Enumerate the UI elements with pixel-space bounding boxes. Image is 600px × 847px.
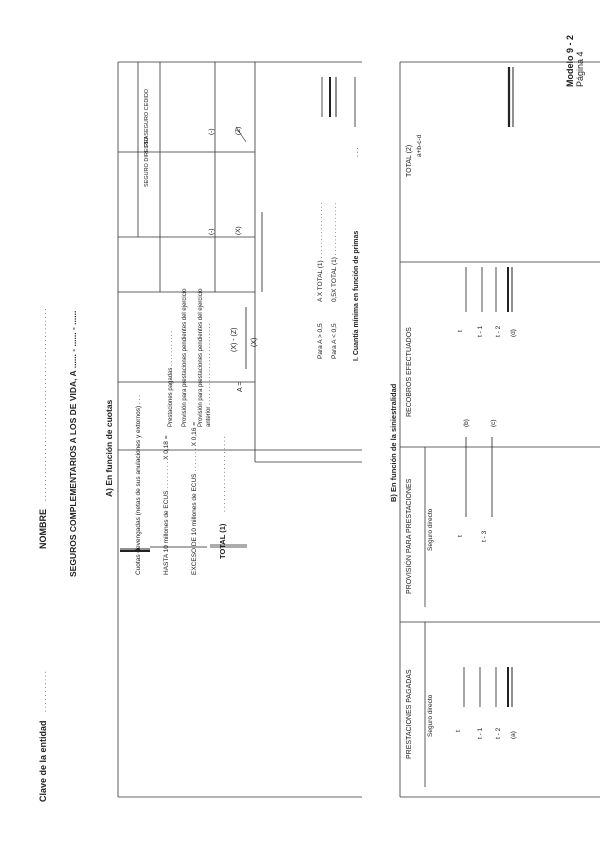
prestaciones-rows <box>455 727 517 739</box>
svg-text:t - 3: t - 3 <box>481 530 488 542</box>
minus-reaseguro: (-) <box>208 128 215 135</box>
total-1-label: TOTAL (1) <box>218 523 227 559</box>
page-number: Página 4 <box>575 51 585 87</box>
cuotas-label: Cuotas devengadas (netas de sus anulaciones y extornos) . . . <box>135 395 142 575</box>
formula-a: A = <box>237 381 244 392</box>
total-formula: a+b-c-d <box>416 134 423 157</box>
modelo-number: Modelo 9 - 2 <box>565 34 575 87</box>
svg-text:t - 2: t - 2 <box>495 727 502 739</box>
col-provision-prestaciones: PROVISIÓN PARA PRESTACIONES <box>406 478 413 594</box>
section-a-heading: A) En función de cuotas <box>104 399 114 497</box>
exceso-label: EXCESO DE 10 millones de ECUS . . . . . . . X 0,16 = <box>191 422 198 575</box>
sub-seguro-directo-1: Seguro directo <box>427 694 434 737</box>
section-b-heading: B) En función de la siniestralidad <box>389 383 398 502</box>
svg-text:t - 1: t - 1 <box>477 727 484 739</box>
total-2-lines[interactable] <box>509 67 513 127</box>
clave-field[interactable]: . . . . . . . . . . . <box>41 671 48 712</box>
minus-seguro: (-) <box>208 228 215 235</box>
nombre-label: NOMBRE <box>38 509 48 549</box>
col-reaseguro-cedido: REASEGURO CEDIDO <box>144 88 150 147</box>
recobros-lines[interactable] <box>466 267 512 312</box>
prestaciones-lines[interactable] <box>464 667 512 707</box>
para-gt-cond: Para A > 0,5 <box>317 323 324 359</box>
formula-numerator: (X) - (Z) <box>231 327 238 352</box>
svg-text:(a): (a) <box>510 731 517 739</box>
para-lt-val: 0,5X TOTAL (1) . . . . . . . . . . . . . . . <box>331 202 338 302</box>
cuantia-dots: . . . <box>353 147 360 157</box>
hasta-label: HASTA 10 millones de ECUS . . . . . . . . X 0,18 = <box>163 435 170 575</box>
svg-text:t - 2: t - 2 <box>495 325 502 337</box>
section-b-frame <box>400 62 600 797</box>
svg-text:t - 1: t - 1 <box>477 325 484 337</box>
svg-text:t: t <box>455 730 462 732</box>
sub-seguro-directo-2: Seguro directo <box>427 508 434 551</box>
svg-text:t: t <box>457 330 464 332</box>
x-mark: (X) <box>235 226 242 235</box>
formula-denominator: (X) <box>251 337 258 347</box>
page-title: SEGUROS COMPLEMENTARIOS A LOS DE VIDA, A ...... - ...... - ...... <box>68 310 78 577</box>
recobros-rows <box>457 325 517 337</box>
cuantia-minima: I. Cuantía mínima en función de primas <box>353 230 360 361</box>
col-prestaciones-pagadas: PRESTACIONES PAGADAS <box>406 669 413 759</box>
z-mark: (Z) <box>235 126 242 135</box>
svg-text:(d): (d) <box>510 329 517 337</box>
provision-lines[interactable] <box>466 437 492 517</box>
col-total-2: TOTAL (2) <box>406 144 413 177</box>
svg-text:t: t <box>457 535 464 537</box>
modelo-block <box>565 35 585 87</box>
para-lt-cond: Para A < 0,5 <box>331 323 338 359</box>
nombre-field[interactable]: . . . . . . . . . . . . . . . . . . . . . . . . . . . . . . . . . . . . . . . . . . . . . . . . . . <box>41 308 48 501</box>
row-prestaciones: Prestaciones pagadas . . . . . . . . . . . <box>168 330 174 427</box>
total-1-dots: . . . . . . . . . . . . . . . . . . . . <box>220 436 227 512</box>
svg-text:(b): (b) <box>463 419 470 427</box>
clave-label: Clave de la entidad <box>38 720 48 802</box>
row-provision-ant-1: Provisión para prestaciones pendientes del ejercicio <box>198 288 204 427</box>
row-provision: Provisión para prestaciones pendientes del ejercicio <box>182 288 188 427</box>
section-a-frame <box>118 62 362 797</box>
para-gt-val: A X TOTAL (1) . . . . . . . . . . . . . . . . <box>317 202 324 302</box>
col-recobros-efectuados: RECOBROS EFECTUADOS <box>406 327 413 417</box>
svg-text:(c): (c) <box>490 419 497 427</box>
col-seguro-directo: SEGURO DIRECTO <box>144 136 150 187</box>
provision-rows <box>457 419 497 542</box>
row-provision-ant-2: anterior . . . . . . . . . . . . . . . . . . . . . . . . . <box>206 323 212 427</box>
